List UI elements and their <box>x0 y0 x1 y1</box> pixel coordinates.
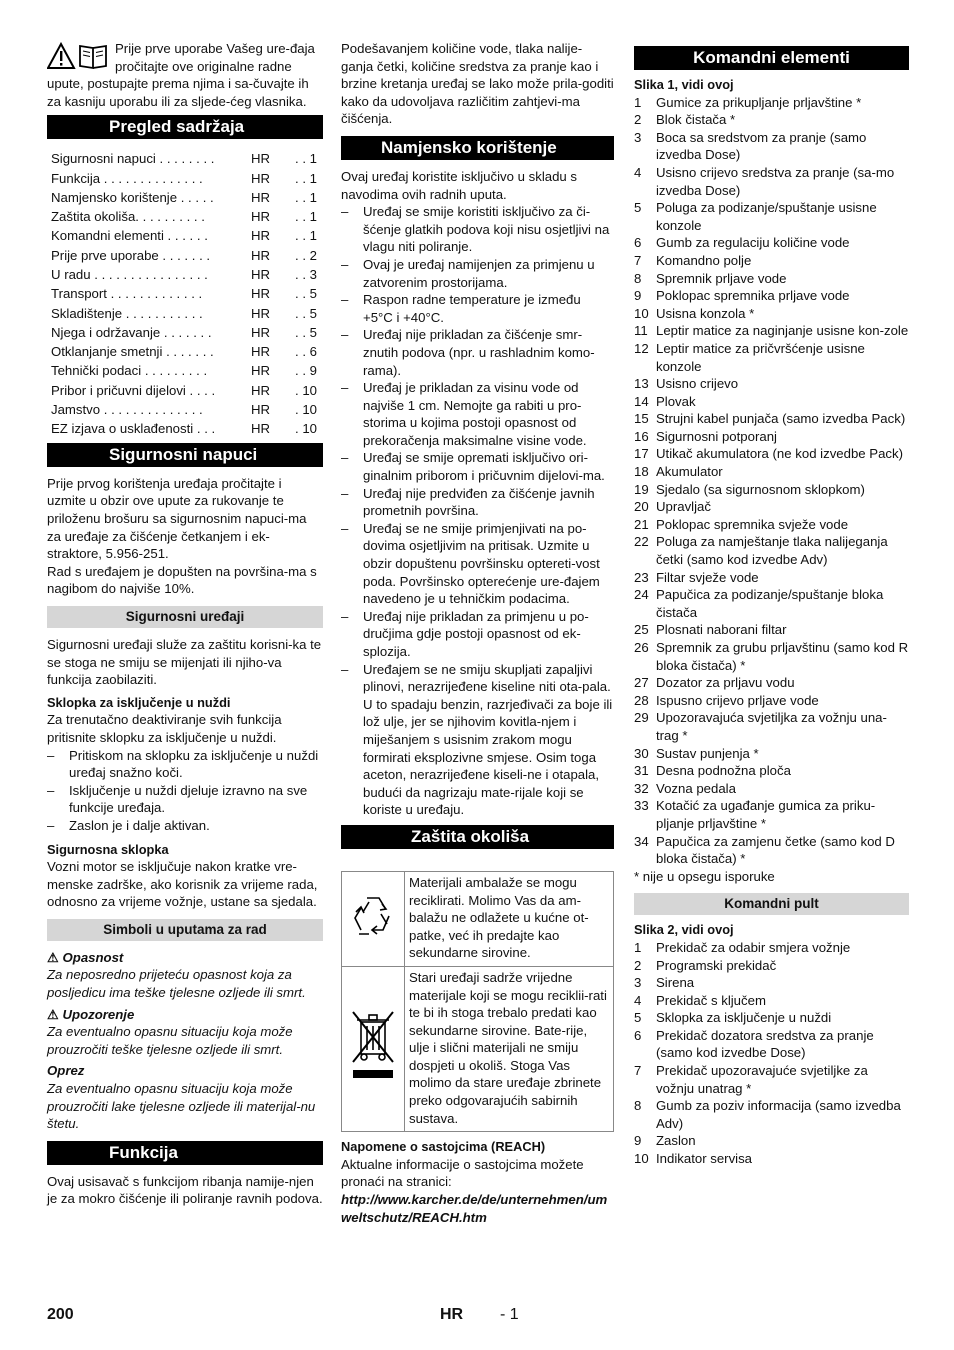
item-text: Prekidač za odabir smjera vožnje <box>656 939 851 955</box>
toc-row[interactable] <box>47 362 323 381</box>
weee-text: Stari uređaji sadrže vrijedne materijale koji se mogu reciklii-rati te bi ih stoga trebalo predati kao sekundarne sirovine. Bate-rije, ulje i slični materijali ne smiju dospjeti u okoliš. Stoga Vas molimo da stare uređaje zbrinete preko odgovarajućih sabirnih sustava. <box>405 966 614 1131</box>
list-item <box>634 639 909 674</box>
list-item <box>634 797 909 832</box>
environment-table <box>341 871 614 1132</box>
safety-devices-text: Sigurnosni uređaji služe za zaštitu korisni-ka te se stoga ne smiju se mijenjati ili njiho-va funkcija zaobilaziti. <box>47 636 322 688</box>
toc-entry-name: Sigurnosni napuci . . . . . . . . <box>51 151 215 167</box>
intended-use-heading: Namjensko korištenje <box>341 136 614 160</box>
item-text: Leptir matice za naginjanje usisne kon-zole <box>656 323 909 339</box>
item-text: Sklopka za isključenje u nuždi <box>656 1010 832 1026</box>
column-middle <box>341 40 614 1226</box>
item-text: Sustav punjenja * <box>656 745 759 761</box>
item-text: Indikator servisa <box>656 1151 753 1167</box>
safety-p2: Rad s uređajem je dopušten na površina-ma s nagibom do najviše 10%. <box>47 563 317 597</box>
function-heading: Funkcija <box>47 1141 323 1165</box>
toc-entry-lang: HR <box>251 402 271 418</box>
item-number: 10 <box>634 305 649 321</box>
toc-row[interactable] <box>47 420 323 439</box>
toc-row[interactable] <box>47 227 323 246</box>
item-text: Sjedalo (sa sigurnosnom sklopkom) <box>656 481 865 497</box>
item-text: Plosnati naborani filtar <box>656 622 787 638</box>
item-number: 34 <box>634 833 649 849</box>
panel-list <box>634 939 909 1168</box>
toc-entry-name: Skladištenje . . . . . . . . . . . <box>51 305 203 321</box>
item-number: 8 <box>634 270 642 286</box>
item-number: 9 <box>634 288 642 304</box>
environment-heading: Zaštita okoliša <box>341 825 614 849</box>
estop-list <box>47 747 323 835</box>
item-text: Poluga za podizanje/spuštanje usisne konzole <box>656 200 877 233</box>
toc-entry-lang: HR <box>251 421 271 437</box>
estop-heading: Sklopka za isključenje u nuždi <box>47 694 231 710</box>
warning-manual-icons <box>47 42 109 72</box>
toc-entry-page: . 10 <box>295 382 317 398</box>
toc-entry-page: . . 9 <box>295 363 317 379</box>
intro-block <box>47 40 323 110</box>
toc-entry-lang: HR <box>251 189 271 205</box>
item-text: Prekidač upozoravajuće svjetiljke za vožnju unatrag * <box>656 1063 868 1096</box>
item-number: 17 <box>634 446 649 462</box>
toc-entry-page: . 10 <box>295 402 317 418</box>
toc-row[interactable] <box>47 149 323 168</box>
item-number: 25 <box>634 622 649 638</box>
symbols-heading: Simboli u uputama za rad <box>47 919 323 941</box>
danger-label: ⚠ Opasnost <box>47 949 124 965</box>
list-item <box>634 428 909 446</box>
list-item: – Uređajem se ne smiju skupljati zapaljivi plinovi, nerazrijeđene kiseline niti ota-pala. <box>341 661 614 696</box>
item-number: 19 <box>634 481 649 497</box>
list-item <box>634 974 909 992</box>
list-item <box>634 516 909 534</box>
item-number: 11 <box>634 323 648 339</box>
safety-switch-heading: Sigurnosna sklopka <box>47 841 169 857</box>
manual-book-icon <box>80 46 106 68</box>
item-text: Usisno crijevo <box>656 376 739 392</box>
warning-triangle-icon: ⚠ <box>47 1006 59 1022</box>
item-number: 7 <box>634 1063 642 1079</box>
reach-heading: Napomene o sastojcima (REACH) <box>341 1139 546 1155</box>
item-number: 20 <box>634 499 649 515</box>
list-item <box>634 833 909 868</box>
list-item <box>634 674 909 692</box>
item-number: 32 <box>634 780 649 796</box>
toc-row[interactable] <box>47 304 323 323</box>
item-text: Papučica za podizanje/spuštanje bloka čistača <box>656 587 884 620</box>
safety-p1: Prije prvog korištenja uređaja pročitajte i uzmite u obzir ove upute za rukovanje te priloženu brošuru sa sigurnosnim napuci-ma za uređaje za čišćenje četkanjem i ek-straktore, 5.956-251. <box>47 475 307 562</box>
item-number: 2 <box>634 957 642 973</box>
item-text: Sigurnosni potporanj <box>656 428 777 444</box>
toc-entry-name: Funkcija . . . . . . . . . . . . . . <box>51 170 203 186</box>
toc-entry-name: Zaštita okoliša. . . . . . . . . . <box>51 209 205 225</box>
item-number: 3 <box>634 129 642 145</box>
caution-label: Oprez <box>47 1063 85 1079</box>
warning-triangle-icon: ⚠ <box>47 949 59 965</box>
list-item <box>634 199 909 234</box>
list-item <box>634 992 909 1010</box>
item-text: Spremnik za grubu prljavštinu (samo kod R bloka čistača) * <box>656 640 909 673</box>
figure-1-ref: Slika 1, vidi ovoj <box>634 77 734 92</box>
list-item: – Ovaj je uređaj namijenjen za primjenu u zatvorenim prostorijama. <box>341 256 614 291</box>
list-item <box>634 939 909 957</box>
item-text: Desna podnožna ploča <box>656 763 791 779</box>
list-item: – Uređaj nije prikladan za čišćenje smr-znutih podova (npr. u rashladnim komo-rama). <box>341 326 614 379</box>
list-item: – Raspon radne temperature je između +5°C i +40°C. <box>341 291 614 326</box>
controls-heading: Komandni elementi <box>634 46 909 70</box>
toc-entry-lang: HR <box>251 286 271 302</box>
list-item: – Uređaj nije prikladan za primjenu u po-dručjima gdje postoji opasnost od ek-splozija. <box>341 608 614 661</box>
list-item <box>634 445 909 463</box>
item-text: Blok čistača * <box>656 112 736 128</box>
toc-entry-page: . . 5 <box>295 324 317 340</box>
item-text: Ispusno crijevo prljave vode <box>656 692 819 708</box>
list-item <box>634 481 909 499</box>
toc-entry-page: . . 1 <box>295 170 317 186</box>
list-item <box>634 287 909 305</box>
intro-text-1: Prije prve uporabe Vašeg ure-đaja pročitajte ove originalne <box>115 41 315 74</box>
item-text: Poklopac spremnika prljave vode <box>656 288 850 304</box>
toc-entry-name: EZ izjava o usklađenosti . . . <box>51 421 216 437</box>
item-text: Akumulator <box>656 464 723 480</box>
toc-entry-lang: HR <box>251 170 271 186</box>
recycle-text: Materijali ambalaže se mogu reciklirati. Molimo Vas da am-balažu ne odlažete u kućne ot-patke, već ih predajte kao sekundarne sirovine. <box>405 871 614 966</box>
item-text: Strujni kabel punjača (samo izvedba Pack) <box>656 411 906 427</box>
item-text: Poluga za namještanje tlaka nalijeganja četki (samo kod izvedbe Adv) <box>656 534 888 568</box>
list-item <box>634 1009 909 1027</box>
toc-entry-name: Otklanjanje smetnji . . . . . . . <box>51 344 214 360</box>
list-item <box>634 234 909 252</box>
list-item: – Uređaj se smije opremati isključivo ori-ginalnim priborom i pričuvnim dijelovi-ma. <box>341 449 614 484</box>
item-number: 6 <box>634 1027 642 1043</box>
toc-entry-lang: HR <box>251 344 271 360</box>
toc-entry-name: Prije prve uporabe . . . . . . . <box>51 247 211 263</box>
toc-entry-lang: HR <box>251 228 271 244</box>
toc-entry-name: Njega i održavanje . . . . . . . <box>51 324 212 340</box>
item-text: Komandno polje <box>656 252 752 268</box>
item-number: 6 <box>634 235 642 251</box>
item-number: 5 <box>634 200 642 216</box>
list-item <box>634 270 909 288</box>
toc-entry-lang: HR <box>251 324 271 340</box>
item-text: Kotačić za ugađanje gumica za priku-pljanje prljavštine * <box>656 798 876 831</box>
estop-text: Za trenutačno deaktiviranje svih funkcija pritisnite sklopku za isključenje u nuždi. <box>47 712 282 745</box>
list-item <box>634 957 909 975</box>
toc-entry-page: . . 6 <box>295 344 317 360</box>
toc-entry-page: . . 5 <box>295 286 317 302</box>
toc-entry-name: Namjensko korištenje . . . . . <box>51 189 214 205</box>
warning-triangle-icon <box>47 42 109 70</box>
intended-use-note: U to spadaju benzin, razrjeđivači za boje ili lož ulje, jer se njihovim kovitla-njem i miješanjem s usisnim zrakom mogu formirati eksplozivne smjese. Osim toga aceton, nerazrijeđene kiseli-ne i otapala, budući da nagrizaju mate-rijale koji se koriste u uređaju. <box>363 696 613 818</box>
intro-text-2: radne upute, postupajte prema njima i sa-čuvajte ih za kasniju uporabu ili za sljede-ćeg vlasnika. <box>47 58 309 109</box>
list-item <box>634 1150 909 1168</box>
list-item: – Isključenje u nuždi djeluje izravno na sve funkcije uređaja. <box>47 782 323 817</box>
toc-entry-lang: HR <box>251 209 271 225</box>
toc-row[interactable] <box>47 265 323 284</box>
item-text: Gumice za prikupljanje prljavštine * <box>656 94 862 110</box>
item-number: 1 <box>634 939 642 955</box>
item-text: Usisno crijevo sredstva za pranje (sa-mo izvedba Dose) <box>656 164 895 198</box>
item-text: Prekidač dozatora sredstva za pranje (samo kod izvedbe Dose) <box>656 1027 874 1061</box>
item-number: 22 <box>634 534 649 550</box>
list-item <box>634 340 909 375</box>
reach-text: Aktualne informacije o sastojcima možete pronaći na stranici: <box>341 1156 584 1190</box>
item-text: Boca sa sredstvom za pranje (samo izvedba Dose) <box>656 129 867 163</box>
list-item <box>634 94 909 112</box>
toc-entry-name: Transport . . . . . . . . . . . . . <box>51 286 203 302</box>
item-number: 24 <box>634 587 649 603</box>
toc-table <box>47 149 323 438</box>
toc-entry-name: Jamstvo . . . . . . . . . . . . . . <box>51 402 203 418</box>
list-item <box>634 252 909 270</box>
toc-row[interactable] <box>47 284 323 303</box>
list-item: – Uređaj nije predviđen za čišćenje javnih prometnih površina. <box>341 485 614 520</box>
list-item: – Uređaj je prikladan za visinu vode od najviše 1 cm. Nemojte ga rabiti u pro-storima u kojima postoji opasnost od prekoračenja maksimalne visine vode. <box>341 379 614 449</box>
item-number: 16 <box>634 428 649 444</box>
item-text: Upravljač <box>656 499 711 515</box>
toc-entry-lang: HR <box>251 363 271 379</box>
item-number: 28 <box>634 692 649 708</box>
item-text: Plovak <box>656 393 696 409</box>
sub-page: - 1 <box>500 1306 519 1323</box>
toc-entry-page: . . 1 <box>295 228 317 244</box>
item-text: Poklopac spremnika svježe vode <box>656 516 849 532</box>
toc-entry-page: . . 3 <box>295 267 317 282</box>
warning-label: ⚠ Upozorenje <box>47 1006 135 1022</box>
list-item <box>634 463 909 481</box>
list-item <box>634 1132 909 1150</box>
reach-link[interactable]: http://www.karcher.de/de/unternehmen/umweltschutz/REACH.htm <box>341 1192 608 1225</box>
toc-row[interactable] <box>47 169 323 188</box>
item-text: Upozoravajuća svjetiljka za vožnju una-trag * <box>656 710 887 743</box>
toc-entry-lang: HR <box>251 305 271 321</box>
toc-entry-lang: HR <box>251 247 271 263</box>
item-text: Programski prekidač <box>656 957 777 973</box>
toc-entry-page: . . 1 <box>295 209 317 225</box>
list-item <box>634 410 909 428</box>
list-item <box>634 111 909 129</box>
item-number: 2 <box>634 112 642 128</box>
function-p1: Ovaj usisavač s funkcijom ribanja namije-njen je za mokro čišćenje ili poliranje ravnih podova. <box>47 1173 323 1207</box>
list-item <box>634 1027 909 1062</box>
item-text: Utikač akumulatora (ne kod izvedbe Pack) <box>656 446 904 462</box>
safety-switch-text: Vozni motor se isključuje nakon kratke vre-menske zadrške, ako korisnik za vrijeme rada, odnosno za vrijeme vožnje, ustane sa sjedala. <box>47 859 318 910</box>
controls-footnote: * nije u opsegu isporuke <box>634 868 775 884</box>
intended-use-intro: Ovaj uređaj koristite isključivo u skladu s navodima ovih radnih uputa. <box>341 168 578 202</box>
toc-row[interactable] <box>47 323 323 342</box>
list-item <box>634 621 909 639</box>
toc-row[interactable] <box>47 381 323 400</box>
toc-row[interactable] <box>47 246 323 265</box>
item-number: 1 <box>634 94 642 110</box>
toc-entry-lang: HR <box>251 382 271 398</box>
recycling-icon <box>342 871 405 966</box>
item-number: 29 <box>634 710 649 726</box>
panel-heading: Komandni pult <box>634 893 909 915</box>
list-item <box>634 129 909 164</box>
list-item <box>634 780 909 798</box>
list-item <box>634 586 909 621</box>
toc-entry-name: U radu . . . . . . . . . . . . . . . . <box>51 267 208 282</box>
item-number: 10 <box>634 1151 649 1167</box>
item-number: 23 <box>634 569 649 585</box>
list-item: – Uređaj se ne smije primjenjivati na po-dovima osjetljivim na pritisak. Uzmite u obzir dopuštenu površinsku optereti-vost poda. Površinsko opterećenje ure-đajem navedeno je u tehničkim podacima. <box>341 520 614 608</box>
toc-row[interactable] <box>47 188 323 207</box>
item-text: Papučica za zamjenu četke (samo kod D bloka čistača) * <box>656 833 895 867</box>
safety-heading: Sigurnosni napuci <box>47 443 323 467</box>
item-number: 7 <box>634 252 642 268</box>
list-item <box>634 709 909 744</box>
toc-entry-page: . . 2 <box>295 247 317 263</box>
list-item <box>634 1062 909 1097</box>
item-number: 3 <box>634 975 642 991</box>
column-right <box>634 40 909 1168</box>
list-item <box>634 305 909 323</box>
toc-heading: Pregled sadržaja <box>47 115 323 139</box>
item-text: Vozna pedala <box>656 780 736 796</box>
item-number: 27 <box>634 675 649 691</box>
item-number: 15 <box>634 411 649 427</box>
crossed-bin-icon <box>342 966 405 1131</box>
toc-entry-page: . . 1 <box>295 189 317 205</box>
toc-entry-name: Tehnički podaci . . . . . . . . . <box>51 363 208 379</box>
item-text: Gumb za regulaciju količine vode <box>656 235 850 251</box>
toc-entry-page: . . 5 <box>295 305 317 321</box>
list-item <box>634 322 909 340</box>
figure-2-ref: Slika 2, vidi ovoj <box>634 922 734 938</box>
item-number: 30 <box>634 745 649 761</box>
list-item <box>634 745 909 763</box>
toc-entry-name: Pribor i pričuvni dijelovi . . . . <box>51 382 216 398</box>
column-left <box>47 40 323 1208</box>
item-text: Zaslon <box>656 1133 696 1149</box>
controls-list <box>634 94 909 868</box>
function-p2: Podešavanjem količine vode, tlaka nalije-ganja četki, količine sredstva za pranje kao i brzine kretanja uređaj se lako može prila-goditi kako da udovoljava različitim zahtjevi-ma čišćenja. <box>341 41 614 127</box>
warning-text: Za eventualno opasnu situaciju koja može prouzročiti teške tjelesne ozljede ili smrt. <box>47 1024 293 1057</box>
item-number: 14 <box>634 393 649 409</box>
item-number: 13 <box>634 376 649 392</box>
item-text: Gumb za poziv informacija (samo izvedba Adv) <box>656 1098 901 1131</box>
item-number: 8 <box>634 1098 642 1114</box>
toc-row[interactable] <box>47 207 323 226</box>
toc-row[interactable] <box>47 342 323 361</box>
item-text: Prekidač s ključem <box>656 992 766 1008</box>
safety-devices-heading: Sigurnosni uređaji <box>47 606 323 628</box>
item-number: 26 <box>634 640 649 655</box>
list-item <box>634 164 909 199</box>
toc-entry-lang: HR <box>251 267 271 282</box>
list-item: – Zaslon je i dalje aktivan. <box>47 817 323 835</box>
page-number: 200 <box>47 1306 74 1323</box>
list-item <box>634 498 909 516</box>
item-number: 31 <box>634 763 649 779</box>
item-text: Dozator za prljavu vodu <box>656 675 795 691</box>
item-number: 33 <box>634 798 649 814</box>
item-text: Filtar svježe vode <box>656 569 759 585</box>
item-text: Spremnik prljave vode <box>656 270 787 286</box>
toc-row[interactable] <box>47 400 323 419</box>
item-text: Sirena <box>656 975 695 991</box>
list-item <box>634 393 909 411</box>
list-item: – Uređaj se smije koristiti isključivo za či-šćenje glatkih podova koji nisu osjetljivi na vlagu niti poliranje. <box>341 203 614 256</box>
toc-entry-name: Komandni elementi . . . . . . <box>51 228 208 244</box>
item-number: 9 <box>634 1133 642 1149</box>
item-number: 21 <box>634 516 649 532</box>
list-item <box>634 375 909 393</box>
item-number: 18 <box>634 464 649 480</box>
list-item <box>634 692 909 710</box>
list-item <box>634 762 909 780</box>
language-code: HR <box>440 1306 464 1323</box>
item-number: 5 <box>634 1010 642 1026</box>
danger-text: Za neposredno prijeteću opasnost koja za posljedicu ima teške tjelesne ozljede ili smrt. <box>47 967 306 1001</box>
toc-entry-lang: HR <box>251 151 271 167</box>
item-number: 12 <box>634 340 649 356</box>
toc-entry-page: . . 1 <box>295 151 317 167</box>
list-item <box>634 1097 909 1132</box>
item-number: 4 <box>634 992 642 1008</box>
item-number: 4 <box>634 164 642 180</box>
caution-text: Za eventualno opasnu situaciju koja može prouzročiti lake tjelesne ozljede ili materijal-nu štetu. <box>47 1081 316 1132</box>
list-item <box>634 569 909 587</box>
toc-entry-page: . 10 <box>295 421 317 437</box>
intended-use-list <box>341 203 614 696</box>
list-item <box>634 533 909 568</box>
list-item: – Pritiskom na sklopku za isključenje u nuždi uređaj snažno koči. <box>47 747 323 782</box>
item-text: Usisna konzola * <box>656 305 755 321</box>
item-text: Leptir matice za pričvršćenje usisne konzole <box>656 340 865 374</box>
